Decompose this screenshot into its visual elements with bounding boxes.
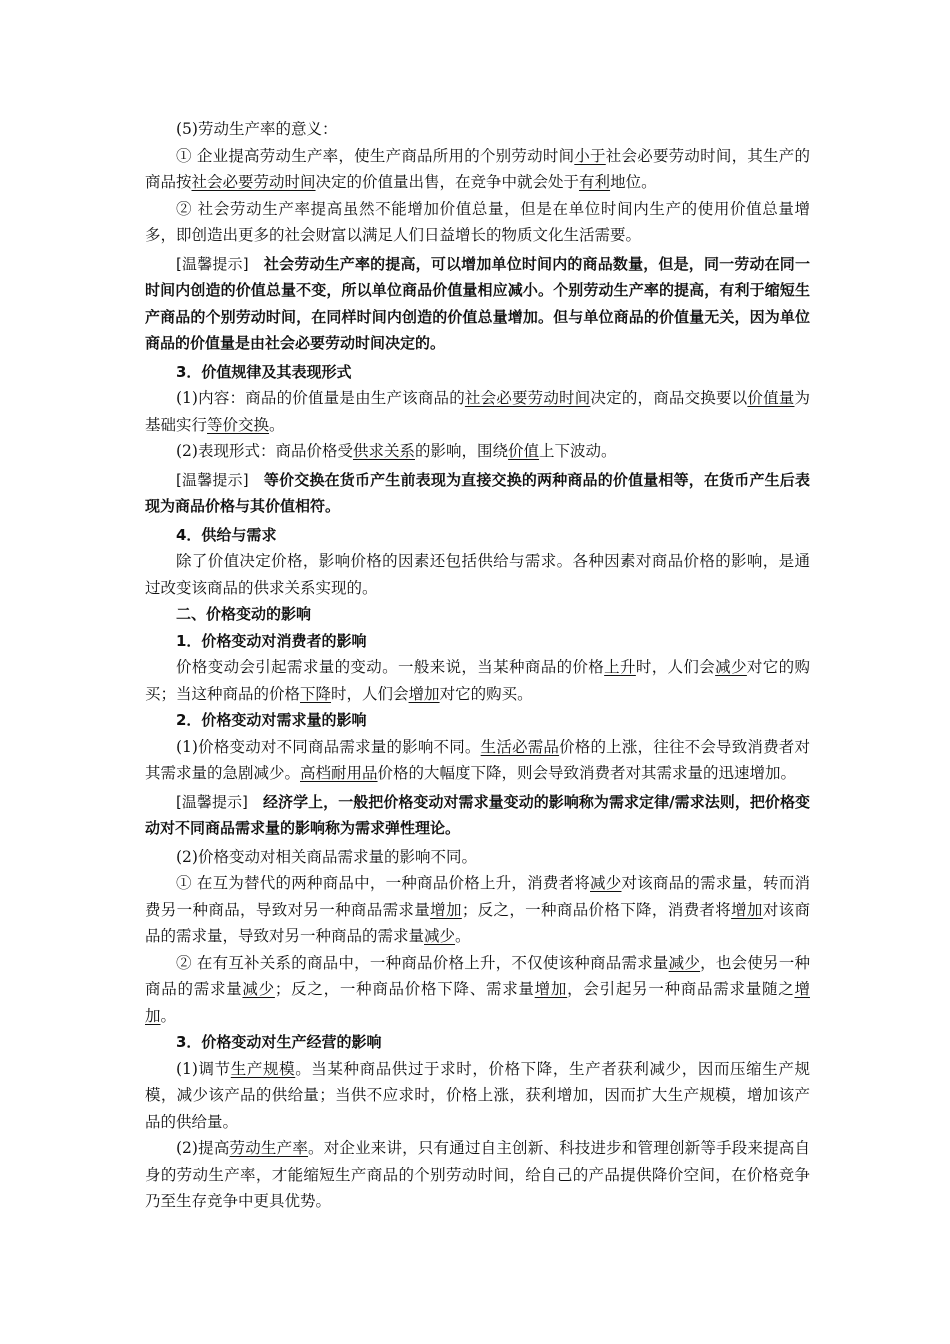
body-paragraph (145, 870, 810, 950)
section-heading (145, 707, 810, 734)
tip-paragraph (145, 467, 810, 520)
text-run: 。当某种商品供过于求时，价格下降，生产者获利减少，因而压缩生产规模，减少该产品的供给量；当供不应求时，价格上涨，获利增加，因而扩大生产规模，增加该产品的供给量。 (145, 1059, 810, 1131)
section-heading (145, 1029, 810, 1056)
section-heading (145, 359, 810, 386)
body-paragraph (145, 385, 810, 438)
body-paragraph (145, 844, 810, 871)
tip-tag: [温馨提示] (176, 792, 248, 811)
text-run: 决定的，商品交换要以 (590, 389, 748, 407)
tip-paragraph (145, 251, 810, 357)
text-run: ② 在有互补关系的商品中，一种商品价格上升，不仅使该种商品需求量 (176, 953, 669, 972)
tip-tag: [温馨提示] (176, 470, 249, 489)
underlined-term: 价值 (508, 442, 540, 460)
text-run: 时，人们会 (331, 684, 409, 703)
section-heading (145, 628, 810, 655)
underlined-term: 高档耐用品 (300, 764, 378, 782)
text-run: 除了价值决定价格，影响价格的因素还包括供给与需求。各种因素对商品价格的影响，是通过改变该商品的供求关系实现的。 (145, 552, 810, 597)
underlined-term: 减少 (424, 927, 456, 945)
text-run: 为基础实行 (145, 389, 810, 434)
body-paragraph (145, 1056, 810, 1136)
text-run: 2．价格变动对需求量的影响 (176, 711, 367, 729)
text-run: ，也会使另一种商品的需求量 (145, 953, 810, 998)
underlined-term: 小于 (574, 146, 606, 165)
text-run: ；反之，一种商品价格下降，消费者将 (461, 900, 732, 919)
text-run: ；反之，一种商品价格下降、需求量 (274, 980, 535, 998)
underlined-term: 劳动生产率 (229, 1139, 309, 1157)
tip-tag: [温馨提示] (176, 254, 249, 273)
body-paragraph (145, 438, 810, 465)
underlined-term: 供求关系 (352, 442, 415, 460)
body-paragraph (145, 1135, 810, 1215)
body-paragraph (145, 143, 810, 196)
text-run: 决定的价值量出售，在竞争中就会处于 (315, 173, 580, 191)
text-run: 。对企业来讲，只有通过自主创新、科技进步和管理创新等手段来提高自身的劳动生产率，才能缩短生产商品的个别劳动时间，给自己的产品提供降价空间，在价格竞争乃至生存竞争中更具优势。 (145, 1139, 810, 1210)
underlined-term: 价值量 (747, 389, 795, 407)
text-run: ② 社会劳动生产率提高虽然不能增加价值总量，但是在单位时间内生产的使用价值总量增多，即创造出更多的社会财富以满足人们日益增长的物质文化生活需要。 (145, 199, 810, 244)
text-run: 社会必要劳动时间，其生产的商品按 (145, 146, 810, 191)
body-paragraph (145, 548, 810, 601)
text-run: 对它的购买。 (439, 684, 533, 703)
text-run: (2)表现形式：商品价格受 (176, 442, 353, 460)
underlined-term: 社会必要劳动时间 (464, 389, 591, 407)
text-run: 。 (455, 927, 471, 945)
text-run: 二、价格变动的影响 (176, 605, 312, 623)
text-run: 对该商品的需求量，转而消费另一种商品，导致对另一种商品需求量 (145, 874, 810, 919)
tip-paragraph (145, 789, 810, 842)
underlined-term: 有利 (579, 173, 611, 191)
text-run: 价格的上涨，往往不会导致消费者对其需求量的急剧减少。 (145, 737, 810, 782)
text-run: 上下波动。 (539, 442, 617, 460)
underlined-term: 生产规模 (230, 1059, 296, 1078)
text-run: 3．价格变动对生产经营的影响 (176, 1033, 382, 1051)
underlined-term: 增加 (145, 980, 810, 1025)
section-heading (145, 601, 810, 628)
underlined-term: 减少 (242, 980, 275, 998)
text-run: 1．价格变动对消费者的影响 (176, 631, 367, 650)
text-run: 对该商品的需求量，导致对另一种商品的需求量 (145, 900, 810, 945)
text-run: 等价交换在货币产生前表现为直接交换的两种商品的价值量相等，在货币产生后表现为商品价格与其价值相符。 (145, 470, 810, 515)
text-run: (1)价格变动对不同商品需求量的影响不同。 (176, 737, 481, 756)
underlined-term: 等价交换 (207, 415, 270, 434)
underlined-term: 增加 (534, 980, 568, 998)
underlined-term: 生活必需品 (480, 737, 560, 756)
text-run: 。 (269, 415, 285, 434)
text-run: (1)内容：商品的价值量是由生产该商品的 (176, 389, 465, 407)
underlined-term: 下降 (300, 684, 332, 703)
text-run: (1)调节 (176, 1059, 231, 1078)
text-run: 。 (160, 1006, 177, 1025)
text-run: 3．价值规律及其表现形式 (176, 362, 352, 381)
underlined-term: 增加 (731, 900, 763, 919)
text-run: 的影响，围绕 (414, 442, 508, 460)
body-paragraph (145, 196, 810, 249)
text-run: 价格的大幅度下降，则会导致消费者对其需求量的迅速增加。 (377, 764, 797, 782)
body-paragraph (145, 734, 810, 787)
underlined-term: 减少 (715, 658, 747, 676)
text-run: 经济学上，一般把价格变动对需求量变动的影响称为需求定律/需求法则，把价格变动对不同商品需求量的影响称为需求弹性理论。 (145, 792, 810, 837)
document-page (145, 116, 810, 1215)
underlined-term: 减少 (668, 953, 701, 972)
underlined-term: 增加 (430, 900, 462, 919)
text-run: (2)提高 (176, 1139, 230, 1157)
text-run: 地位。 (610, 173, 657, 191)
body-paragraph (145, 116, 810, 143)
body-paragraph (145, 654, 810, 707)
text-run: 时，人们会 (635, 658, 716, 676)
text-run: 价格变动会引起需求量的变动。一般来说，当某种商品的价格 (176, 658, 605, 676)
text-run: (5)劳动生产率的意义： (176, 120, 338, 138)
text-run: ，会引起另一种商品需求量随之 (567, 980, 795, 998)
underlined-term: 上升 (604, 658, 636, 676)
text-run: ① 在互为替代的两种商品中，一种商品价格上升，消费者将 (176, 874, 591, 892)
underlined-term: 增加 (408, 684, 440, 703)
section-heading (145, 522, 810, 549)
underlined-term: 社会必要劳动时间 (191, 173, 316, 191)
text-run: 社会劳动生产率的提高，可以增加单位时间内的商品数量，但是，同一劳动在同一时间内创造的价值总量不变，所以单位商品价值量相应减小。个别劳动生产率的提高，有利于缩短生产商品的个别劳动时间，在同样时间内创造的价值总量增加。但与单位商品的价值量无关，因为单位商品的价值量是由社会必要劳动时间决定的。 (145, 254, 810, 352)
text-run: 4．供给与需求 (176, 525, 277, 544)
body-paragraph (145, 950, 810, 1030)
text-run: ① 企业提高劳动生产率，使生产商品所用的个别劳动时间 (176, 146, 575, 165)
text-run: 对它的购买；当这种商品的价格 (145, 658, 810, 703)
underlined-term: 减少 (590, 874, 622, 892)
text-run: (2)价格变动对相关商品需求量的影响不同。 (176, 847, 477, 866)
